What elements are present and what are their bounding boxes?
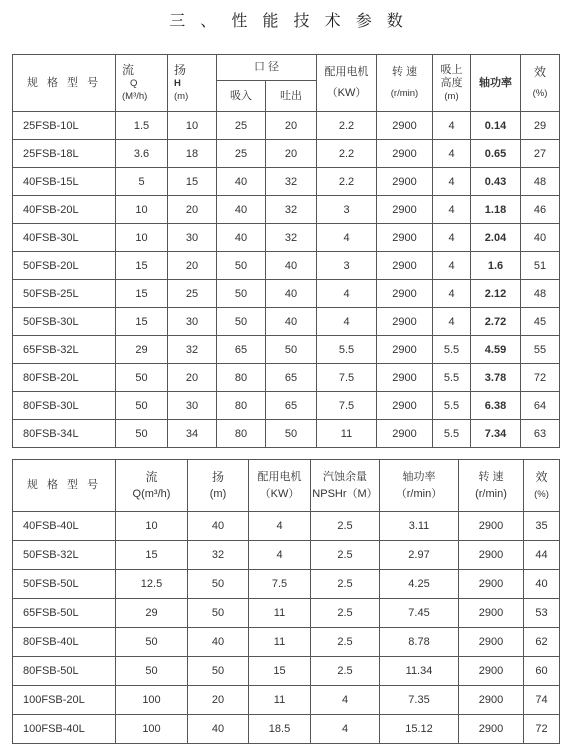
table-cell: 2900 (459, 715, 524, 744)
table-cell: 50 (188, 570, 249, 599)
table-cell: 2.2 (317, 140, 377, 168)
table-row (13, 686, 560, 715)
motor-header (317, 55, 377, 112)
speed-unit-2: (r/min) (475, 487, 507, 500)
flow-label-2: 流 (145, 469, 158, 484)
table-cell: 2.5 (311, 599, 380, 628)
flow-unit-2: Q(m³/h) (132, 487, 171, 500)
table-cell: 1.18 (471, 196, 521, 224)
model-cell: 65FSB-50L (13, 599, 116, 628)
table-row (13, 140, 560, 168)
model-cell: 40FSB-15L (13, 168, 116, 196)
table-cell: 11 (249, 686, 311, 715)
table-cell: 65 (217, 336, 266, 364)
performance-table-2 (12, 459, 560, 744)
table-cell: 7.45 (380, 599, 459, 628)
table-cell: 2.5 (311, 541, 380, 570)
table-cell: 32 (266, 224, 317, 252)
table-cell: 40 (266, 252, 317, 280)
table-cell: 4 (433, 140, 471, 168)
table-cell: 2900 (459, 657, 524, 686)
npsh-header (311, 460, 380, 512)
table-row (13, 308, 560, 336)
table-cell: 32 (266, 168, 317, 196)
table-row (13, 599, 560, 628)
table-cell: 2900 (459, 686, 524, 715)
table-cell: 11 (249, 628, 311, 657)
table-cell: 4 (249, 512, 311, 541)
table-cell: 29 (116, 599, 188, 628)
efficiency-unit-2: (%) (534, 488, 549, 500)
table-cell: 20 (266, 140, 317, 168)
table-cell: 15 (116, 280, 168, 308)
table-cell: 5.5 (317, 336, 377, 364)
table-cell: 2900 (377, 308, 433, 336)
table-cell: 1.6 (471, 252, 521, 280)
table-cell: 5.5 (433, 392, 471, 420)
table-1-body (13, 112, 560, 448)
table-cell: 29 (116, 336, 168, 364)
diameter-header: 口 径 (217, 55, 317, 81)
table-cell: 10 (116, 512, 188, 541)
model-cell: 50FSB-30L (13, 308, 116, 336)
table-cell: 40 (217, 168, 266, 196)
table-row (13, 715, 560, 744)
table-cell: 2900 (377, 280, 433, 308)
suction-header (433, 55, 471, 112)
table-cell: 7.5 (249, 570, 311, 599)
table-cell: 44 (524, 541, 560, 570)
table-cell: 0.43 (471, 168, 521, 196)
table-cell: 4 (433, 112, 471, 140)
table-cell: 7.35 (380, 686, 459, 715)
model-cell: 100FSB-20L (13, 686, 116, 715)
head-label-2: 扬 (211, 469, 224, 484)
table-cell: 65 (266, 364, 317, 392)
table-cell: 4 (249, 541, 311, 570)
table-cell: 5.5 (433, 420, 471, 448)
table-cell: 50 (266, 336, 317, 364)
table-cell: 18 (168, 140, 217, 168)
table-row (13, 392, 560, 420)
table-cell: 4 (433, 168, 471, 196)
table-cell: 7.5 (317, 392, 377, 420)
table-cell: 12.5 (116, 570, 188, 599)
model-cell: 40FSB-20L (13, 196, 116, 224)
table-row (13, 336, 560, 364)
table-cell: 2900 (377, 420, 433, 448)
table-cell: 0.65 (471, 140, 521, 168)
table-cell: 100 (116, 715, 188, 744)
table-cell: 11 (249, 599, 311, 628)
suction-label: 吸上 (440, 63, 463, 76)
table-cell: 48 (521, 280, 560, 308)
table-cell: 50 (116, 657, 188, 686)
table-cell: 4 (433, 252, 471, 280)
table-cell: 25 (168, 280, 217, 308)
model-cell: 50FSB-32L (13, 541, 116, 570)
table-row (13, 168, 560, 196)
table-cell: 40 (266, 280, 317, 308)
table-cell: 40 (524, 570, 560, 599)
table-cell: 50 (116, 364, 168, 392)
table-cell: 2900 (377, 196, 433, 224)
table-cell: 10 (116, 224, 168, 252)
table-cell: 2.2 (317, 112, 377, 140)
efficiency-header-2 (524, 460, 560, 512)
table-row (13, 112, 560, 140)
model-cell: 50FSB-20L (13, 252, 116, 280)
table-cell: 40 (217, 196, 266, 224)
model-cell: 80FSB-40L (13, 628, 116, 657)
table-cell: 4 (433, 196, 471, 224)
table-cell: 72 (524, 715, 560, 744)
table-row (13, 628, 560, 657)
table-cell: 40 (188, 628, 249, 657)
table-cell: 2900 (377, 224, 433, 252)
table-cell: 4 (311, 715, 380, 744)
table-cell: 29 (521, 112, 560, 140)
table-cell: 2900 (377, 392, 433, 420)
table-cell: 4 (433, 308, 471, 336)
shaft-power-label-2: 轴功率 (402, 470, 436, 483)
table-cell: 2900 (377, 140, 433, 168)
motor-header-2 (249, 460, 311, 512)
flow-header-2 (116, 460, 188, 512)
table-cell: 15 (116, 308, 168, 336)
efficiency-header (521, 55, 560, 112)
table-cell: 35 (524, 512, 560, 541)
table-cell: 2900 (459, 570, 524, 599)
table-cell: 50 (266, 420, 317, 448)
table-cell: 80 (217, 364, 266, 392)
table-cell: 45 (521, 308, 560, 336)
page-title: 三 、 性 能 技 术 参 数 (169, 11, 408, 30)
table-cell: 30 (168, 392, 217, 420)
efficiency-label: 效 (533, 65, 546, 79)
head-header-2 (188, 460, 249, 512)
table-cell: 64 (521, 392, 560, 420)
table-2-body (13, 512, 560, 744)
table-cell: 5.5 (433, 336, 471, 364)
table-cell: 7.5 (317, 364, 377, 392)
head-header (168, 55, 217, 112)
table-cell: 2900 (377, 112, 433, 140)
table-cell: 2.5 (311, 512, 380, 541)
table-cell: 2900 (377, 252, 433, 280)
table-cell: 50 (116, 392, 168, 420)
table-cell: 3.78 (471, 364, 521, 392)
table-cell: 11 (317, 420, 377, 448)
table-cell: 2.5 (311, 570, 380, 599)
table-cell: 4.59 (471, 336, 521, 364)
table-cell: 4 (317, 224, 377, 252)
table-cell: 25 (217, 112, 266, 140)
table-cell: 4 (433, 280, 471, 308)
table-row (13, 364, 560, 392)
table-cell: 4.25 (380, 570, 459, 599)
model-cell: 50FSB-50L (13, 570, 116, 599)
table-cell: 2.5 (311, 657, 380, 686)
flow-symbol: Q (130, 77, 138, 89)
table-row (13, 224, 560, 252)
table-cell: 11.34 (380, 657, 459, 686)
table-cell: 32 (266, 196, 317, 224)
table-cell: 20 (168, 364, 217, 392)
table-cell: 2900 (377, 336, 433, 364)
table-cell: 2.12 (471, 280, 521, 308)
speed-label: 转 速 (391, 66, 418, 78)
table-cell: 63 (521, 420, 560, 448)
model-header: 规 格 型 号 (13, 55, 116, 112)
table-cell: 2.97 (380, 541, 459, 570)
table-cell: 50 (217, 252, 266, 280)
npsh-label: 汽蚀余量 (323, 470, 367, 483)
table-cell: 5.5 (433, 364, 471, 392)
table-cell: 72 (521, 364, 560, 392)
table-cell: 40 (521, 224, 560, 252)
table-cell: 15 (249, 657, 311, 686)
table-cell: 20 (266, 112, 317, 140)
table-cell: 20 (188, 686, 249, 715)
table-cell: 10 (168, 112, 217, 140)
table-cell: 40 (188, 512, 249, 541)
model-cell: 80FSB-34L (13, 420, 116, 448)
table-cell: 40 (217, 224, 266, 252)
table-cell: 20 (168, 252, 217, 280)
table-cell: 32 (188, 541, 249, 570)
table-cell: 32 (168, 336, 217, 364)
table-cell: 0.14 (471, 112, 521, 140)
table-cell: 3 (317, 252, 377, 280)
suction-unit: (m) (444, 90, 459, 102)
outlet-header: 吐出 (266, 81, 317, 112)
speed-header (377, 55, 433, 112)
table-cell: 15 (116, 252, 168, 280)
model-header-2: 规 格 型 号 (13, 460, 116, 512)
model-cell: 80FSB-30L (13, 392, 116, 420)
model-cell: 100FSB-40L (13, 715, 116, 744)
table-cell: 4 (317, 280, 377, 308)
table-cell: 60 (524, 657, 560, 686)
table-cell: 30 (168, 224, 217, 252)
table-row (13, 570, 560, 599)
performance-table-1 (12, 54, 560, 448)
table-cell: 2.04 (471, 224, 521, 252)
table-cell: 50 (188, 599, 249, 628)
model-cell: 65FSB-32L (13, 336, 116, 364)
motor-unit: （KW） (326, 87, 367, 99)
table-cell: 80 (217, 392, 266, 420)
table-row (13, 252, 560, 280)
table-cell: 50 (116, 628, 188, 657)
table-cell: 4 (311, 686, 380, 715)
table-cell: 46 (521, 196, 560, 224)
npsh-unit: NPSHr（M） (312, 487, 378, 500)
efficiency-unit: (%) (532, 88, 548, 99)
table-cell: 53 (524, 599, 560, 628)
inlet-header: 吸入 (217, 81, 266, 112)
table-cell: 50 (116, 420, 168, 448)
table-cell: 10 (116, 196, 168, 224)
table-cell: 3.6 (116, 140, 168, 168)
shaft-power-header-2 (380, 460, 459, 512)
table-cell: 48 (521, 168, 560, 196)
flow-header (116, 55, 168, 112)
table-cell: 2900 (459, 628, 524, 657)
model-cell: 40FSB-40L (13, 512, 116, 541)
table-cell: 25 (217, 140, 266, 168)
table-cell: 2900 (459, 541, 524, 570)
table-cell: 62 (524, 628, 560, 657)
table-cell: 40 (266, 308, 317, 336)
table-row (13, 420, 560, 448)
table-cell: 4 (317, 308, 377, 336)
model-cell: 80FSB-50L (13, 657, 116, 686)
head-unit-2: (m) (209, 487, 227, 500)
table-cell: 50 (217, 280, 266, 308)
table-cell: 15 (116, 541, 188, 570)
table-cell: 2900 (377, 364, 433, 392)
motor-unit-2: （KW） (259, 487, 300, 500)
table-cell: 15 (168, 168, 217, 196)
table-row (13, 657, 560, 686)
table-cell: 100 (116, 686, 188, 715)
table-cell: 30 (168, 308, 217, 336)
table-cell: 15.12 (380, 715, 459, 744)
table-cell: 3.11 (380, 512, 459, 541)
table-cell: 65 (266, 392, 317, 420)
table-cell: 2.72 (471, 308, 521, 336)
table-cell: 4 (433, 224, 471, 252)
table-cell: 40 (188, 715, 249, 744)
motor-label: 配用电机 (324, 66, 369, 78)
table-cell: 6.38 (471, 392, 521, 420)
model-cell: 80FSB-20L (13, 364, 116, 392)
table-cell: 1.5 (116, 112, 168, 140)
shaft-power-header: 轴功率 (471, 55, 521, 112)
table-cell: 50 (217, 308, 266, 336)
table-cell: 2.5 (311, 628, 380, 657)
model-cell: 25FSB-10L (13, 112, 116, 140)
table-row (13, 541, 560, 570)
speed-unit: (r/min) (390, 88, 419, 99)
model-cell: 25FSB-18L (13, 140, 116, 168)
table-cell: 2.2 (317, 168, 377, 196)
table-cell: 2900 (459, 599, 524, 628)
table-cell: 55 (521, 336, 560, 364)
head-label: 扬 (174, 62, 187, 77)
shaft-power-unit-2: （r/min） (395, 487, 443, 500)
table-cell: 7.34 (471, 420, 521, 448)
model-cell: 40FSB-30L (13, 224, 116, 252)
table-cell: 50 (188, 657, 249, 686)
model-cell: 50FSB-25L (13, 280, 116, 308)
head-symbol: H (174, 77, 181, 89)
flow-label: 流 (122, 62, 135, 77)
table-cell: 74 (524, 686, 560, 715)
speed-label-2: 转 速 (478, 470, 504, 483)
table-row (13, 512, 560, 541)
table-cell: 5 (116, 168, 168, 196)
suction-label-2: 高度 (440, 76, 463, 89)
table-cell: 51 (521, 252, 560, 280)
table-cell: 18.5 (249, 715, 311, 744)
table-row (13, 196, 560, 224)
table-cell: 2900 (377, 168, 433, 196)
motor-label-2: 配用电机 (257, 470, 302, 483)
table-cell: 8.78 (380, 628, 459, 657)
table-cell: 20 (168, 196, 217, 224)
table-row (13, 280, 560, 308)
table-cell: 34 (168, 420, 217, 448)
flow-unit: (M³/h) (122, 90, 148, 102)
table-cell: 3 (317, 196, 377, 224)
table-cell: 2900 (459, 512, 524, 541)
table-cell: 27 (521, 140, 560, 168)
speed-header-2 (459, 460, 524, 512)
head-unit: (m) (174, 90, 189, 102)
efficiency-label-2: 效 (535, 469, 548, 484)
table-cell: 80 (217, 420, 266, 448)
